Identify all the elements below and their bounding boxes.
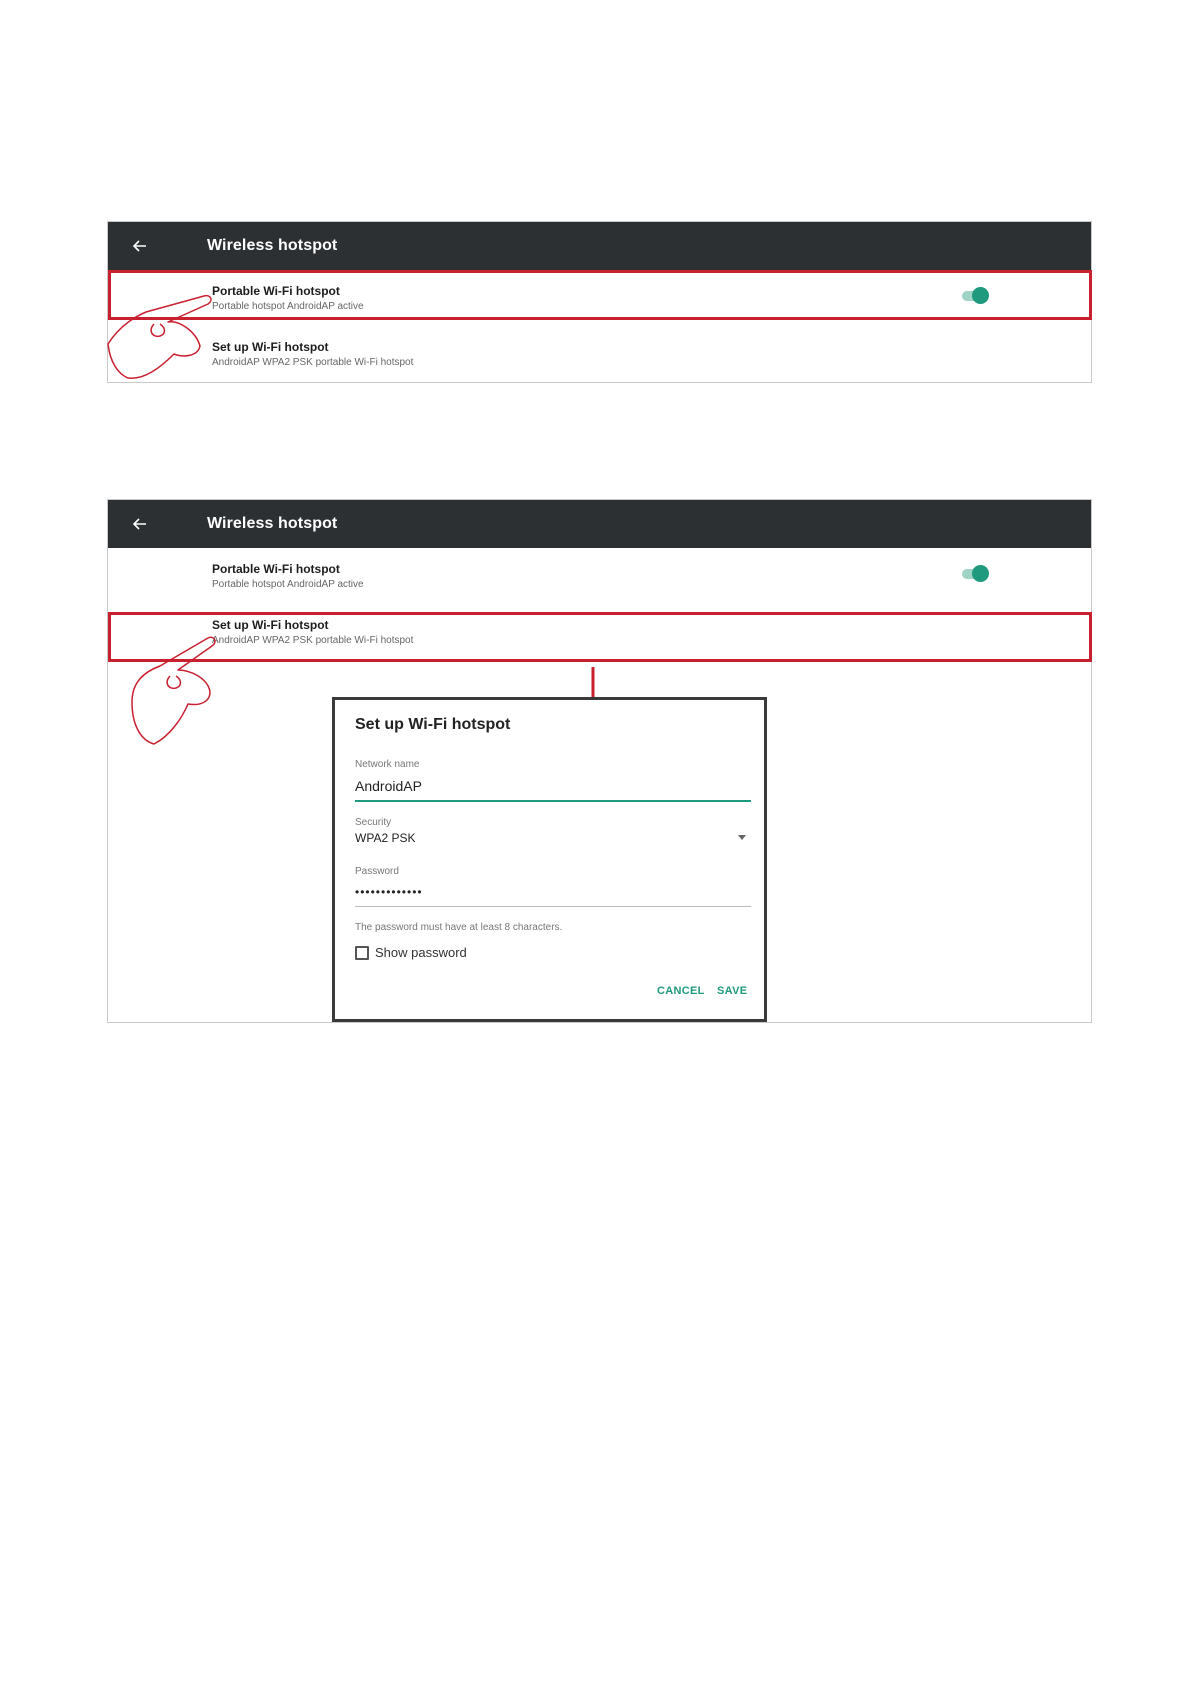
list-item-subtitle: Portable hotspot AndroidAP active [212, 301, 364, 312]
network-name-input[interactable]: AndroidAP [355, 778, 422, 794]
pointing-hand-icon [126, 636, 226, 748]
show-password-label[interactable]: Show password [375, 945, 467, 960]
dialog-title: Set up Wi-Fi hotspot [355, 716, 511, 733]
cancel-button[interactable]: CANCEL [657, 985, 705, 997]
list-item-title: Portable Wi-Fi hotspot [212, 562, 340, 576]
setup-hotspot-dialog [332, 697, 767, 1022]
network-name-label: Network name [355, 759, 420, 770]
page-title: Wireless hotspot [207, 237, 338, 254]
list-item-subtitle: Portable hotspot AndroidAP active [212, 579, 364, 590]
pointing-hand-icon [104, 292, 224, 380]
arrow-back-icon[interactable] [124, 508, 156, 540]
security-label: Security [355, 817, 392, 828]
app-bar [108, 222, 1091, 270]
list-item-title: Set up Wi-Fi hotspot [212, 618, 329, 632]
list-item-subtitle: AndroidAP WPA2 PSK portable Wi-Fi hotspot [212, 357, 414, 368]
show-password-checkbox[interactable] [355, 946, 369, 960]
list-item-setup-hotspot[interactable] [108, 326, 1091, 378]
list-item-title: Portable Wi-Fi hotspot [212, 284, 340, 298]
hotspot-toggle[interactable] [960, 564, 990, 584]
toggle-thumb [972, 565, 989, 582]
list-item-portable-hotspot[interactable] [108, 548, 1091, 600]
page-title: Wireless hotspot [207, 515, 338, 532]
highlight-box [108, 270, 1092, 320]
password-helper-text: The password must have at least 8 characters. [355, 922, 563, 933]
app-bar [108, 500, 1091, 548]
arrow-back-icon[interactable] [124, 230, 156, 262]
network-name-underline [355, 800, 751, 802]
dropdown-arrow-icon[interactable] [738, 835, 746, 840]
highlight-box [108, 612, 1092, 662]
list-item-subtitle: AndroidAP WPA2 PSK portable Wi-Fi hotspot [212, 635, 414, 646]
save-button[interactable]: SAVE [717, 985, 748, 997]
list-item-title: Set up Wi-Fi hotspot [212, 340, 329, 354]
password-label: Password [355, 866, 399, 877]
security-dropdown[interactable]: WPA2 PSK [355, 831, 416, 845]
password-input[interactable]: ••••••••••••• [355, 885, 423, 899]
password-underline [355, 906, 751, 907]
